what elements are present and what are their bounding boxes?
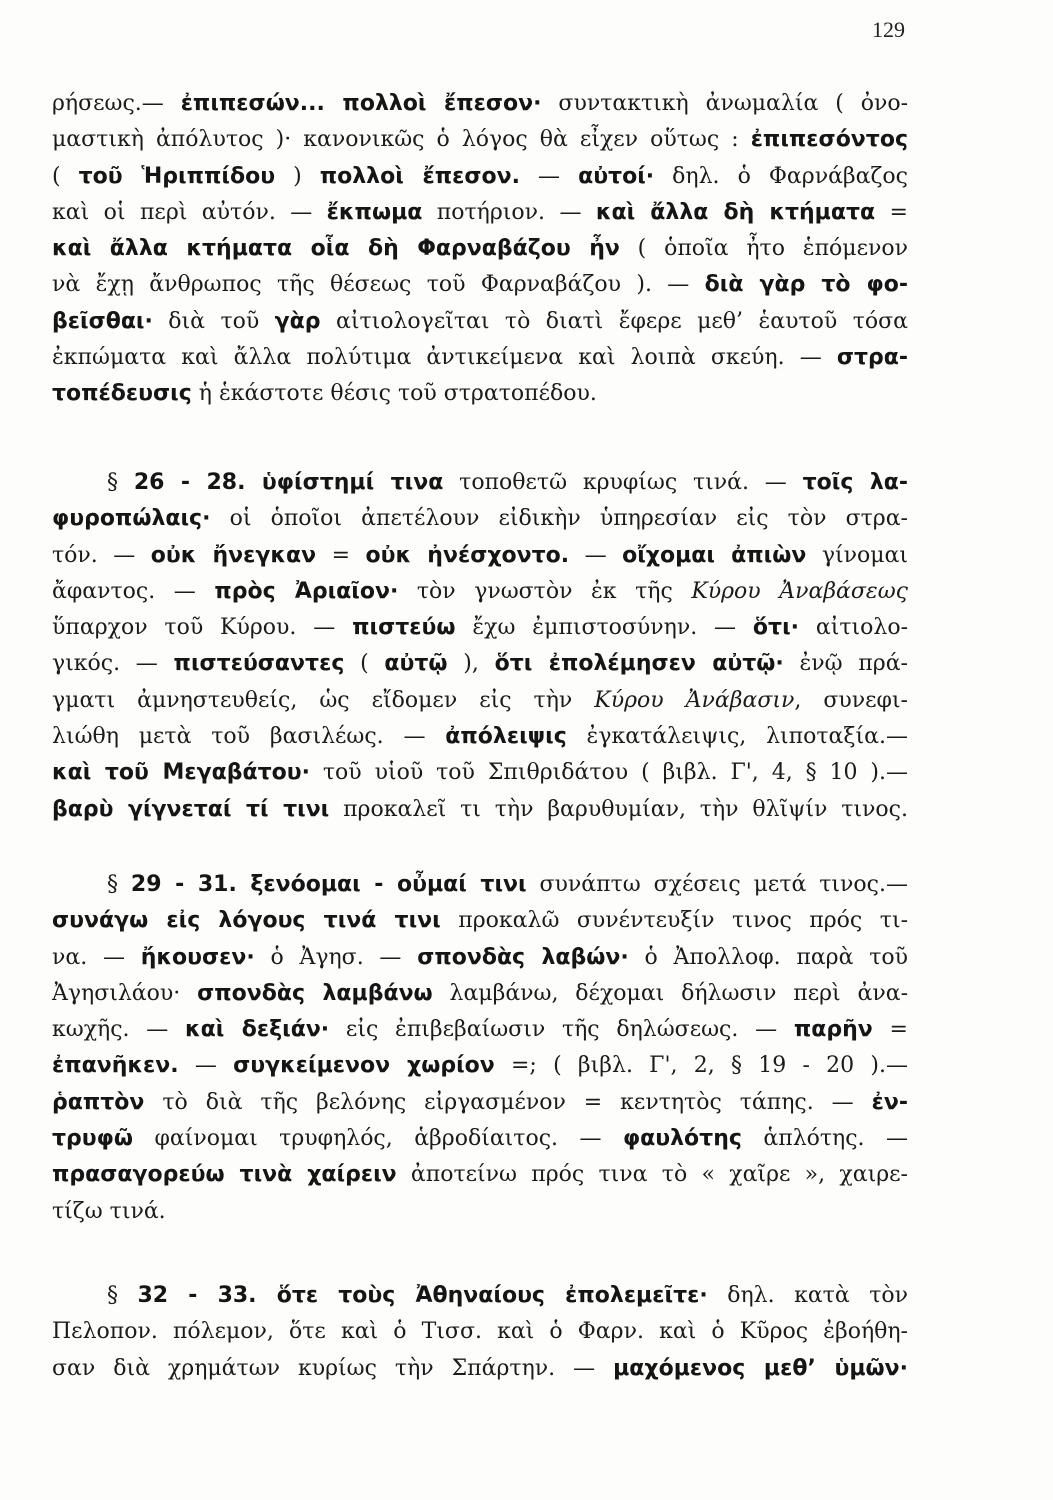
text-run: νὰ ἔχῃ ἄνθρωπος τῆς θέσεως τοῦ Φαρναβάζου ). —	[52, 272, 705, 298]
bold-term: καὶ τοῦ Μεγαβάτου·	[52, 760, 310, 786]
text-run: , συνεφι-	[794, 687, 908, 713]
text-run: ὁ Ἀπολλοφ. παρὰ τοῦ	[628, 944, 909, 970]
bold-term: καὶ δεξιάν·	[185, 1017, 330, 1043]
line-content	[52, 908, 908, 933]
text-line	[52, 340, 908, 376]
paragraph	[52, 86, 908, 413]
line-content	[52, 236, 908, 261]
text-run: ἁπλότης. —	[741, 1126, 909, 1152]
text-run: ὕπαρχον τοῦ Κύρου. —	[52, 615, 353, 641]
text-run: ἐνῷ πρά-	[783, 651, 908, 677]
page-number: 129	[872, 17, 905, 42]
bold-term: ῥαπτὸν	[52, 1089, 145, 1115]
text-run: καὶ οἱ περὶ αὐτόν. —	[52, 199, 327, 225]
text-line	[52, 792, 908, 828]
bold-term: βαρὺ γίγνεταί τί τινι	[52, 796, 330, 822]
text-line	[52, 1012, 908, 1048]
text-run: σαν διὰ χρημάτων κυρίως τὴν Σπάρτην. —	[52, 1355, 614, 1381]
text-run: δηλ. ὁ Φαρνάβαζος	[654, 163, 908, 189]
text-line	[52, 755, 908, 791]
text-run: δηλ. κατὰ τὸν	[707, 1283, 908, 1308]
text-line	[52, 1121, 908, 1157]
text-line	[52, 646, 908, 682]
text-line	[107, 867, 908, 903]
bold-term: 29 - 31. ξενόομαι - οὖμαί τινι	[130, 872, 527, 897]
line-content	[52, 91, 908, 116]
line-content	[52, 688, 908, 713]
bold-term: στρα-	[836, 345, 908, 371]
text-run: να. —	[52, 944, 141, 970]
text-line	[52, 122, 908, 158]
text-run: προκαλεῖ τι τὴν βαρυθυμίαν, τὴν θλῖψίν τινος.	[329, 796, 908, 822]
italic-title: Κύρου Ἀνάβασιν	[594, 687, 795, 713]
bold-term: οἴχομαι ἀπιὼν	[622, 542, 807, 568]
text-run: μαστικὴ ἀπόλυτος )· κανονικῶς ὁ λόγος θὰ εἶχεν οὕτως :	[52, 127, 751, 153]
bold-term: αὐτῷ	[384, 651, 448, 677]
text-run: γικός. —	[52, 651, 174, 677]
text-run: συνάπτω σχέσεις μετά τινος.—	[526, 872, 908, 897]
bold-term: ἤκουσεν·	[140, 944, 255, 970]
bold-term: διὰ γὰρ τὸ φο-	[704, 272, 908, 298]
text-run: λιώθη μετὰ τοῦ βασιλέως. —	[52, 724, 446, 750]
text-run: =; ( βιβλ. Γ', 2, § 19 - 20 ).—	[494, 1053, 908, 1079]
text-run: διὰ τοῦ	[152, 308, 275, 334]
text-run: ἐγκατάλειψις, λιποταξία.—	[566, 724, 908, 750]
line-content	[52, 127, 908, 152]
text-run: τόν. —	[52, 542, 151, 568]
bold-term: πολλοὶ ἔπεσον.	[319, 163, 520, 189]
line-content	[52, 724, 908, 749]
text-run: αἰτιολογεῖται τὸ διατὶ ἔφερε μεθ’ ἑαυτοῦ τόσα	[320, 308, 909, 334]
bold-term: ἐπανῆκεν.	[52, 1053, 179, 1079]
text-run: =	[875, 199, 908, 225]
text-line	[52, 683, 908, 719]
paragraph	[52, 1278, 908, 1387]
text-line	[52, 940, 908, 976]
text-run: ρήσεως.—	[52, 91, 181, 116]
text-run: —	[569, 542, 623, 568]
text-run: ποτήριον. —	[422, 199, 596, 225]
bold-term: αὐτοί·	[578, 163, 655, 189]
text-line	[52, 976, 908, 1012]
text-line	[52, 1194, 908, 1230]
text-run: εἰς ἐπιβεβαίωσιν τῆς δηλώσεως. —	[329, 1017, 794, 1043]
text-line	[52, 538, 908, 574]
text-run: γματι ἀμνηστευθείς, ὡς εἴδομεν εἰς τὴν	[52, 687, 595, 713]
line-content	[52, 272, 908, 297]
text-run: (	[344, 651, 385, 677]
line-content	[52, 797, 908, 822]
text-line	[52, 231, 908, 267]
bold-term: ἐπιπεσόντος	[750, 127, 908, 153]
text-run: §	[107, 1283, 138, 1308]
line-content	[52, 1356, 908, 1381]
line-content	[52, 381, 597, 406]
text-line	[52, 159, 908, 195]
text-run: ( ὁποῖα ἦτο ἑπόμενον	[619, 236, 908, 262]
bold-term: φυροπώλαις·	[52, 506, 211, 532]
italic-title: Κύρου Ἀναβάσεως	[691, 578, 908, 604]
text-run: τὸν γνωστὸν ἐκ τῆς	[398, 578, 692, 604]
text-line	[52, 195, 908, 231]
text-run: αἰτιολο-	[799, 615, 909, 641]
bold-term: ἐπιπεσών... πολλοὶ ἔπεσον·	[180, 91, 542, 116]
bold-term: ἐν-	[871, 1089, 908, 1115]
text-line	[52, 1085, 908, 1121]
text-line	[107, 465, 908, 501]
bold-term: ὅτι ἐπολέμησεν αὐτῷ·	[494, 651, 784, 677]
bold-term: τρυφῶ	[52, 1126, 133, 1152]
text-run: ἔχω ἐμπιστοσύνην. —	[455, 615, 753, 641]
line-content	[52, 200, 908, 225]
line-content	[52, 945, 908, 970]
line-content	[52, 615, 908, 640]
line-content	[52, 651, 908, 676]
text-run: =	[872, 1017, 908, 1043]
text-run: τὸ διὰ τῆς βελόνης εἰργασμένον = κεντητὸς τάπης. —	[144, 1089, 872, 1115]
line-content	[107, 1283, 908, 1308]
bold-term: πρασαγορεύω τινὰ χαίρειν	[52, 1162, 397, 1188]
bold-term: γὰρ	[274, 308, 321, 334]
line-content	[52, 309, 908, 334]
line-content	[52, 1126, 908, 1151]
text-run: =	[316, 542, 366, 568]
text-run: ),	[447, 651, 495, 677]
bold-term: οὐκ ἤνεγκαν	[150, 542, 317, 568]
text-run: ἡ ἑκάστοτε θέσις τοῦ στρατοπέδου.	[191, 381, 597, 407]
text-line	[52, 1314, 908, 1350]
bold-term: πρὸς Ἀριαῖον·	[214, 578, 399, 604]
text-run: §	[107, 470, 134, 495]
text-run: συντακτικὴ ἀνωμαλία ( ὀνο-	[541, 91, 909, 116]
bold-term: τοῖς λα-	[802, 470, 908, 495]
bold-term: 32 - 33. ὅτε τοὺς Ἀθηναίους ἐπολεμεῖτε·	[137, 1283, 708, 1308]
line-content	[52, 579, 908, 604]
line-content	[52, 506, 908, 531]
text-line	[52, 304, 908, 340]
text-line	[52, 1157, 908, 1193]
text-run: τοῦ υἱοῦ τοῦ Σπιθριδάτου ( βιβλ. Γ', 4, § 10 ).—	[309, 760, 908, 786]
bold-term: οὐκ ἠνέσχοντο.	[365, 542, 570, 568]
paragraph	[52, 867, 908, 1230]
text-line	[107, 1278, 908, 1314]
line-content	[52, 1090, 908, 1115]
text-run: ἀποτείνω πρός τινα τὸ « χαῖρε », χαιρε-	[396, 1162, 908, 1188]
line-content	[107, 470, 908, 495]
text-run: ὁ Ἀγησ. —	[254, 944, 418, 970]
text-line	[52, 610, 908, 646]
text-run: —	[519, 163, 579, 189]
bold-term: σπονδὰς λαμβάνω	[197, 980, 433, 1006]
text-line	[52, 719, 908, 755]
bold-term: σπονδὰς λαβών·	[417, 944, 629, 970]
text-line	[52, 86, 908, 122]
line-content	[107, 872, 908, 897]
bold-term: φαυλότης	[622, 1126, 742, 1152]
bold-term: 26 - 28. ὑφίστημί τινα	[133, 470, 444, 495]
bold-term: μαχόμενος μεθ’ ὑμῶν·	[613, 1355, 908, 1381]
line-content	[52, 1199, 166, 1224]
paragraph	[52, 465, 908, 828]
line-content	[52, 981, 908, 1006]
text-line	[52, 903, 908, 939]
line-content	[52, 345, 908, 370]
text-run: ἐκπώματα καὶ ἄλλα πολύτιμα ἀντικείμενα καὶ λοιπὰ σκεύη. —	[52, 345, 837, 371]
bold-term: πιστεύω	[352, 615, 456, 641]
text-run: Ἀγησιλάου·	[52, 980, 198, 1006]
text-run: λαμβάνω, δέχομαι δήλωσιν περὶ ἀνα-	[432, 980, 909, 1006]
text-line	[52, 376, 908, 412]
line-content	[52, 1053, 908, 1078]
text-run: τίζω τινά.	[52, 1198, 166, 1224]
text-line	[52, 501, 908, 537]
text-run: )	[275, 163, 320, 189]
bold-term: καὶ ἄλλα δὴ κτήματα	[595, 199, 876, 225]
text-line	[52, 1048, 908, 1084]
text-run: §	[107, 872, 131, 897]
line-content	[52, 760, 908, 785]
line-content	[52, 164, 908, 189]
bold-term: συνάγω εἰς λόγους τινά τινι	[52, 908, 441, 934]
bold-term: ἔκπωμα	[326, 199, 423, 225]
text-run: τοποθετῶ κρυφίως τινά. —	[443, 470, 803, 495]
text-run: (	[52, 163, 79, 189]
text-run: γίνομαι	[806, 542, 909, 568]
bold-term: ὅτι·	[752, 615, 800, 641]
text-run: Πελοπον. πόλεμον, ὅτε καὶ ὁ Τισσ. καὶ ὁ Φαρν. καὶ ὁ Κῦρος ἐβοήθη-	[52, 1319, 908, 1345]
text-line	[52, 1351, 908, 1387]
text-line	[52, 267, 908, 303]
text-run: —	[178, 1053, 234, 1079]
text-run: κωχῆς. —	[52, 1017, 186, 1043]
line-content	[52, 1162, 908, 1187]
line-content	[52, 1319, 908, 1344]
bold-term: παρῆν	[793, 1017, 873, 1043]
text-run: ἄφαντος. —	[52, 578, 215, 604]
bold-term: τοπέδευσις	[52, 381, 192, 407]
bold-term: τοῦ Ἡριππίδου	[78, 163, 276, 189]
text-run: οἱ ὁποῖοι ἀπετέλουν εἰδικὴν ὑπηρεσίαν εἰς τὸν στρα-	[210, 506, 908, 532]
bold-term: βεῖσθαι·	[52, 308, 153, 334]
text-run: φαίνομαι τρυφηλός, ἁβροδίαιτος. —	[132, 1126, 623, 1152]
bold-term: ἀπόλειψις	[445, 724, 567, 750]
bold-term: συγκείμενον χωρίον	[233, 1053, 495, 1079]
bold-term: καὶ ἄλλα κτήματα οἷα δὴ Φαρναβάζου ἦν	[52, 236, 620, 262]
bold-term: πιστεύσαντες	[173, 651, 345, 677]
text-line	[52, 574, 908, 610]
line-content	[52, 1017, 908, 1042]
line-content	[52, 543, 908, 568]
text-run: προκαλῶ συνέντευξίν τινος πρός τι-	[440, 908, 908, 934]
